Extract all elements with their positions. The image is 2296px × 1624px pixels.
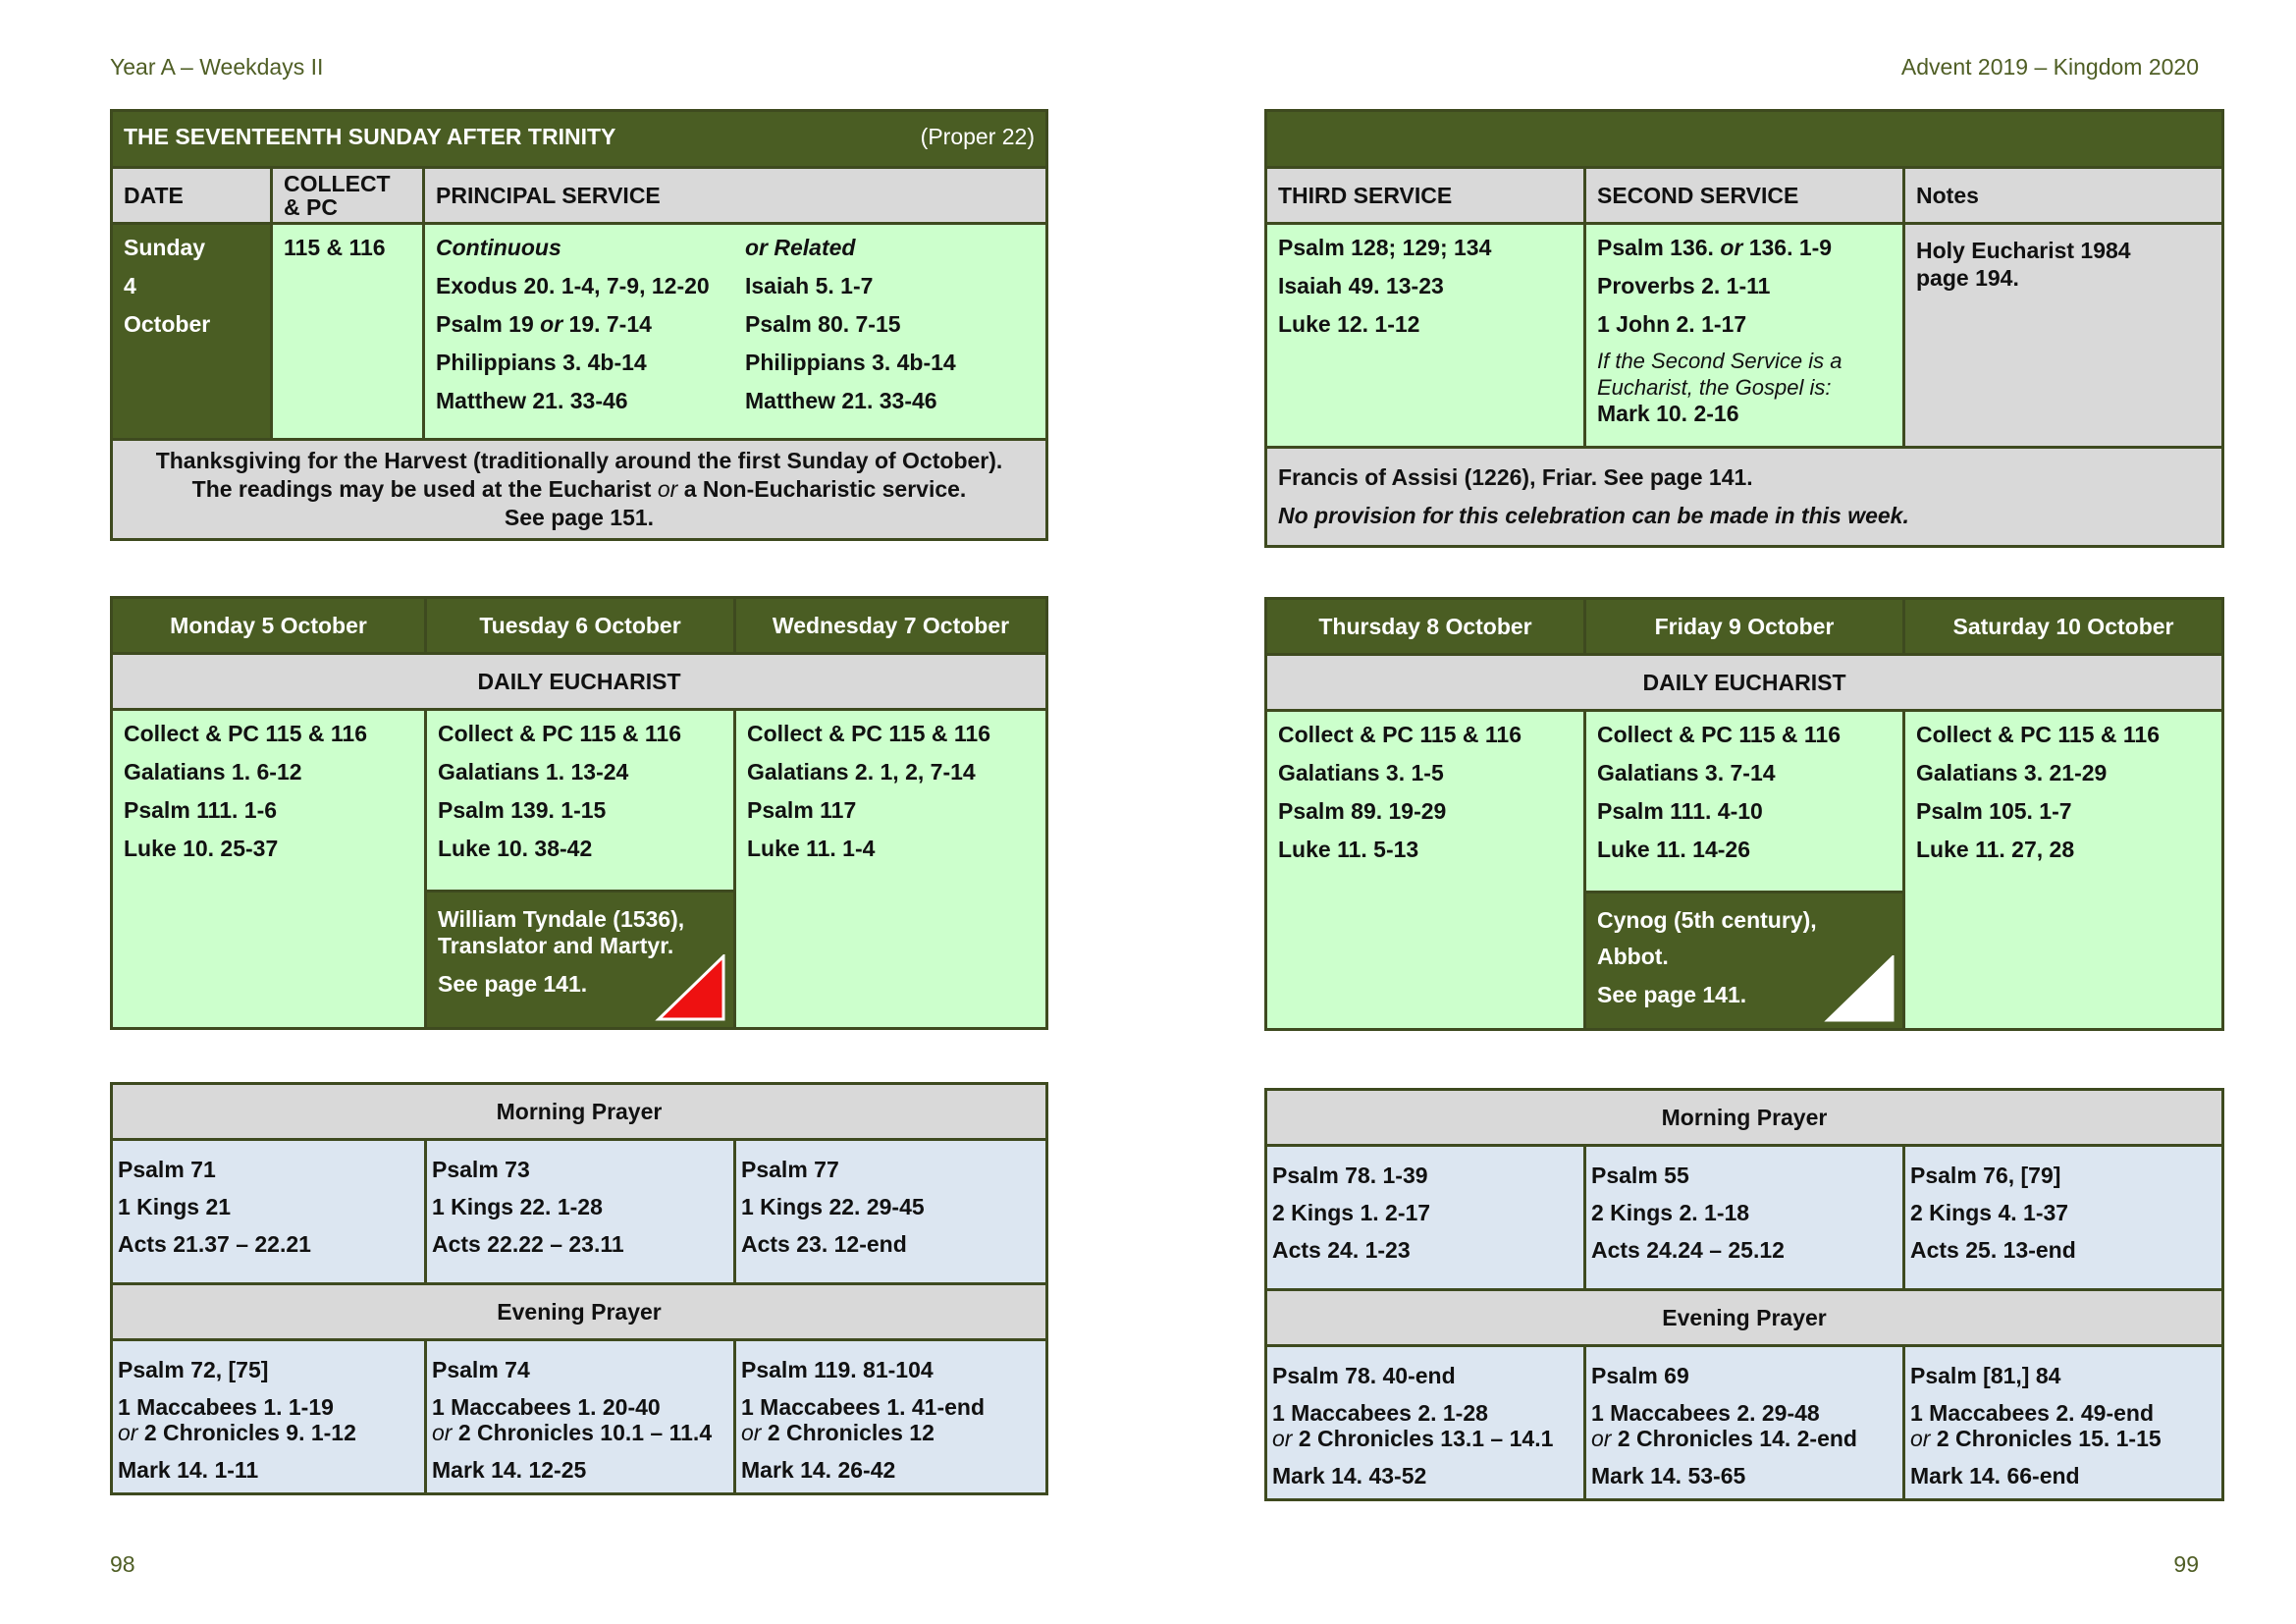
harvest-note — [112, 440, 1047, 540]
reading-line: Philippians 3. 4b-14 — [436, 350, 647, 375]
eucharist-readings-thursday — [1266, 711, 1585, 1030]
morning-prayer-label: Morning Prayer — [112, 1084, 1047, 1140]
day-header-thursday: Thursday 8 October — [1266, 599, 1585, 655]
running-header-right: Advent 2019 – Kingdom 2020 — [1900, 54, 2199, 80]
reading-line: Psalm 55 — [1591, 1163, 1689, 1188]
reading-line: Psalm 111. 1-6 — [124, 797, 278, 823]
reading-line: Galatians 3. 1-5 — [1278, 760, 1444, 785]
daily-eucharist-label: DAILY EUCHARIST — [112, 654, 1047, 710]
page-number-left: 98 — [110, 1551, 135, 1577]
reading-line: Acts 24. 1-23 — [1272, 1237, 1411, 1263]
morning-readings — [1266, 1146, 1585, 1290]
sunday-right-band — [1266, 111, 2223, 168]
reading-line: Galatians 2. 1, 2, 7-14 — [747, 759, 976, 785]
reading-line: 1 John 2. 1-17 — [1597, 311, 1747, 337]
evening-readings: Psalm 78. 40-end 1 Maccabees 2. 1-28 or 2 Chronicles 13.1 – 14.1 Mark 14. 43-52 — [1266, 1346, 1585, 1500]
reading-line: Acts 22.22 – 23.11 — [432, 1231, 624, 1257]
red-corner-marker — [655, 954, 727, 1023]
morning-readings — [735, 1140, 1047, 1284]
reading-line: Acts 25. 13-end — [1910, 1237, 2076, 1263]
morning-readings — [1904, 1146, 2223, 1290]
morning-readings — [112, 1140, 426, 1284]
sunday-collect-cell — [272, 224, 424, 440]
reading-line: Isaiah 5. 1-7 — [745, 273, 874, 298]
reading-line: 1 Kings 22. 1-28 — [432, 1194, 603, 1219]
reading-line: Collect & PC 115 & 116 — [438, 721, 682, 746]
reading-line: 2 Kings 2. 1-18 — [1591, 1200, 1750, 1225]
proper-label: (Proper 22) — [920, 124, 1035, 149]
eucharist-readings-wednesday — [735, 710, 1047, 1029]
reading-line: Galatians 3. 21-29 — [1916, 760, 2108, 785]
reading-line: Collect & PC 115 & 116 — [1278, 722, 1522, 747]
page-number-right: 99 — [2173, 1551, 2199, 1577]
principal-service-cell — [424, 224, 1047, 440]
day-header-friday: Friday 9 October — [1585, 599, 1904, 655]
col-collect-line1: COLLECT — [284, 171, 391, 196]
col-collect-line2: & PC — [284, 194, 338, 220]
related-column — [745, 229, 956, 420]
commem-line: Abbot. — [1597, 944, 1669, 969]
reading-line: Collect & PC 115 & 116 — [124, 721, 368, 746]
reading-line: Collect & PC 115 & 116 — [1916, 722, 2161, 747]
harvest-line: Thanksgiving for the Harvest (traditionally around the first Sunday of October). — [155, 448, 1003, 473]
prayer-table-right — [1264, 1088, 2224, 1501]
reading-line: Luke 11. 5-13 — [1278, 837, 1419, 862]
white-corner-marker — [1824, 955, 1896, 1024]
reading-line: Luke 10. 38-42 — [438, 836, 593, 861]
running-header-left: Year A – Weekdays II — [110, 54, 324, 80]
eucharist-readings-monday — [112, 710, 426, 1029]
reading-line: Matthew 21. 33-46 — [745, 388, 937, 413]
col-date-header: DATE — [112, 168, 272, 224]
sunday-table — [110, 109, 1048, 541]
reading-line: Philippians 3. 4b-14 — [745, 350, 956, 375]
col-second-header: SECOND SERVICE — [1585, 168, 1904, 224]
sunday-services-table — [1264, 109, 2224, 548]
daily-eucharist-label: DAILY EUCHARIST — [1266, 655, 2223, 711]
evening-prayer-label: Evening Prayer — [112, 1284, 1047, 1340]
reading-line: Psalm 78. 1-39 — [1272, 1163, 1428, 1188]
second-service-cell — [1585, 224, 1904, 448]
reading-line: Luke 10. 25-37 — [124, 836, 279, 861]
day-header-tuesday: Tuesday 6 October — [426, 598, 735, 654]
day-header-monday: Monday 5 October — [112, 598, 426, 654]
second-service-note: If the Second Service is a Eucharist, the Gospel is: Mark 10. 2-16 — [1597, 349, 1842, 426]
reading-line: Galatians 1. 6-12 — [124, 759, 302, 785]
continuous-label: Continuous — [436, 235, 561, 260]
sunday-title-band — [112, 111, 1047, 168]
notes-cell — [1904, 224, 2223, 448]
evening-readings: Psalm 69 1 Maccabees 2. 29-48 or 2 Chronicles 14. 2-end Mark 14. 53-65 — [1585, 1346, 1904, 1500]
morning-readings — [1585, 1146, 1904, 1290]
harvest-line: The readings may be used at the Eucharist or a Non-Eucharistic service. — [191, 476, 967, 502]
reading-line: 1 Kings 21 — [118, 1194, 232, 1219]
day-header-wednesday: Wednesday 7 October — [735, 598, 1047, 654]
col-principal-header: PRINCIPAL SERVICE — [424, 168, 1047, 224]
col-collect-header — [272, 168, 424, 224]
commem-line: William Tyndale (1536), — [438, 906, 685, 932]
evening-prayer-label: Evening Prayer — [1266, 1290, 2223, 1346]
eucharist-readings-saturday — [1904, 711, 2223, 1030]
reading-line: Psalm 77 — [741, 1157, 839, 1182]
reading-line: Psalm 80. 7-15 — [745, 311, 901, 337]
morning-readings — [426, 1140, 735, 1284]
harvest-line: See page 151. — [504, 505, 655, 530]
evening-readings: Psalm 119. 81-104 1 Maccabees 1. 41-end or 2 Chronicles 12 Mark 14. 26-42 — [735, 1340, 1047, 1494]
reading-line: 1 Kings 22. 29-45 — [741, 1194, 925, 1219]
sunday-date-cell — [112, 224, 272, 440]
evening-readings: Psalm [81,] 84 1 Maccabees 2. 49-end or 2 Chronicles 15. 1-15 Mark 14. 66-end — [1904, 1346, 2223, 1500]
reading-line: Psalm 89. 19-29 — [1278, 798, 1447, 824]
reading-line: Psalm 128; 129; 134 — [1278, 235, 1492, 260]
commemoration-cynog — [1585, 893, 1904, 1030]
reading-line: Exodus 20. 1-4, 7-9, 12-20 — [436, 273, 710, 298]
evening-readings: Psalm 72, [75] 1 Maccabees 1. 1-19 or 2 Chronicles 9. 1-12 Mark 14. 1-11 — [112, 1340, 426, 1494]
commem-line: See page 141. — [1597, 982, 1747, 1007]
reading-line: Psalm 139. 1-15 — [438, 797, 607, 823]
collect-number: 115 & 116 — [284, 235, 386, 260]
reading-line: Psalm 73 — [432, 1157, 530, 1182]
weekdays-table-right — [1264, 597, 2224, 1031]
date-line: October — [124, 311, 211, 337]
eucharist-readings-tuesday — [426, 710, 735, 892]
sunday-title: THE SEVENTEENTH SUNDAY AFTER TRINITY — [124, 124, 616, 149]
reading-line: Proverbs 2. 1-11 — [1597, 273, 1771, 298]
commem-line: See page 141. — [438, 971, 588, 997]
reading-line: Collect & PC 115 & 116 — [747, 721, 991, 746]
reading-line: Isaiah 49. 13-23 — [1278, 273, 1444, 298]
date-line: 4 — [124, 273, 136, 298]
reading-line: Luke 11. 1-4 — [747, 836, 876, 861]
reading-line: Luke 11. 27, 28 — [1916, 837, 2075, 862]
reading-line: Luke 12. 1-12 — [1278, 311, 1420, 337]
col-third-header: THIRD SERVICE — [1266, 168, 1585, 224]
reading-line: Psalm 19 or 19. 7-14 — [436, 311, 652, 337]
evening-readings: Psalm 74 1 Maccabees 1. 20-40 or 2 Chronicles 10.1 – 11.4 Mark 14. 12-25 — [426, 1340, 735, 1494]
reading-line: Psalm 105. 1-7 — [1916, 798, 2072, 824]
francis-line: Francis of Assisi (1226), Friar. See page 141. — [1278, 464, 1753, 490]
commemoration-tyndale — [426, 892, 735, 1029]
francis-note — [1266, 448, 2223, 547]
commem-line: Cynog (5th century), — [1597, 907, 1817, 933]
col-notes-header: Notes — [1904, 168, 2223, 224]
reading-line: Psalm 76, [79] — [1910, 1163, 2061, 1188]
notes-text: Holy Eucharist 1984 page 194. — [1916, 238, 2131, 291]
reading-line: Psalm 117 — [747, 797, 857, 823]
prayer-table-left — [110, 1082, 1048, 1495]
reading-line: Psalm 136. or 136. 1-9 — [1597, 235, 1833, 260]
reading-line: Galatians 3. 7-14 — [1597, 760, 1776, 785]
reading-line: 2 Kings 4. 1-37 — [1910, 1200, 2069, 1225]
weekdays-table-left — [110, 596, 1048, 1030]
reading-line: Luke 11. 14-26 — [1597, 837, 1750, 862]
related-label: or Related — [745, 235, 856, 260]
third-service-cell — [1266, 224, 1585, 448]
reading-line: Acts 24.24 – 25.12 — [1591, 1237, 1785, 1263]
continuous-column — [436, 229, 745, 420]
morning-prayer-label: Morning Prayer — [1266, 1090, 2223, 1146]
reading-line: Psalm 71 — [118, 1157, 216, 1182]
reading-line: 2 Kings 1. 2-17 — [1272, 1200, 1431, 1225]
reading-line: Galatians 1. 13-24 — [438, 759, 629, 785]
reading-line: Matthew 21. 33-46 — [436, 388, 628, 413]
day-header-saturday: Saturday 10 October — [1904, 599, 2223, 655]
date-line: Sunday — [124, 235, 206, 260]
commem-line: Translator and Martyr. — [438, 933, 674, 958]
reading-line: Psalm 111. 4-10 — [1597, 798, 1763, 824]
reading-line: Collect & PC 115 & 116 — [1597, 722, 1842, 747]
reading-line: Acts 21.37 – 22.21 — [118, 1231, 311, 1257]
reading-line: Acts 23. 12-end — [741, 1231, 907, 1257]
francis-provision-line: No provision for this celebration can be made in this week. — [1278, 503, 1909, 528]
eucharist-readings-friday — [1585, 711, 1904, 893]
